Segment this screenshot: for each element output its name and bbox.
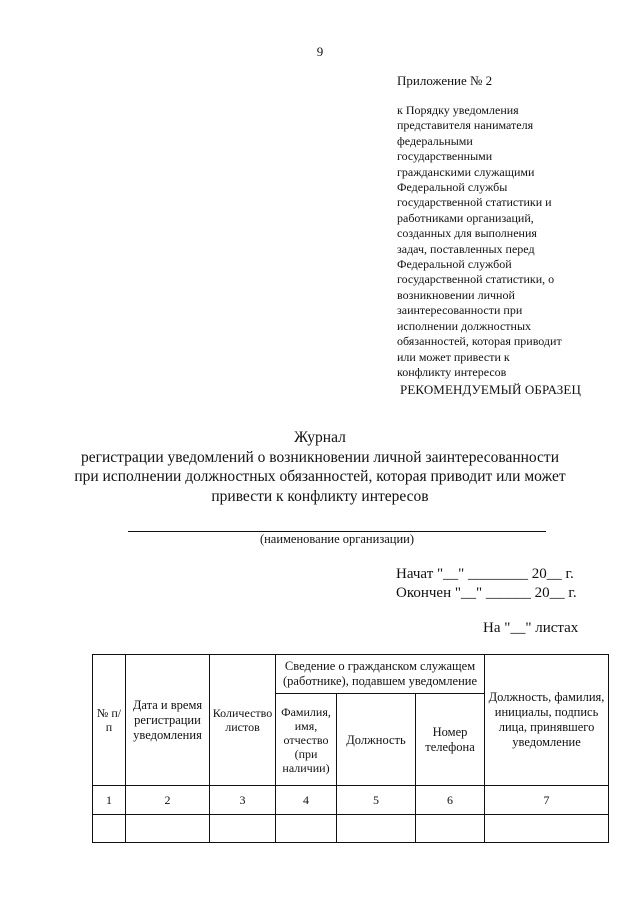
appendix-line: гражданскими служащими: [397, 164, 535, 179]
table-row: [93, 815, 609, 843]
appendix-line: конфликту интересов: [397, 364, 507, 379]
column-number: 6: [416, 786, 485, 815]
header-sheets: Количество листов: [210, 655, 276, 786]
date-started: Начат "__" ________ 20__ г.: [396, 566, 574, 582]
journal-title: [0, 428, 640, 506]
page-number: 9: [316, 44, 324, 59]
column-number: 3: [210, 786, 276, 815]
sample-label: РЕКОМЕНДУЕМЫЙ ОБРАЗЕЦ: [400, 382, 581, 397]
appendix-line: задач, поставленных перед: [397, 241, 535, 256]
header-employee-group: Сведение о гражданском служащем (работнике), подавшем уведомление: [276, 655, 485, 694]
column-number: 1: [93, 786, 126, 815]
appendix-line: обязанностей, которая приводит: [397, 334, 562, 349]
appendix-line: или может привести к: [397, 349, 510, 364]
journal-title-line: привести к конфликту интересов: [211, 487, 429, 505]
appendix-line: федеральными: [397, 133, 473, 148]
appendix-reference: [397, 103, 627, 380]
appendix-line: государственными: [397, 149, 493, 164]
appendix-line: государственной статистики и: [397, 195, 552, 210]
appendix-line: работниками организаций,: [397, 210, 534, 225]
journal-title-line: регистрации уведомлений о возникновении личной заинтересованности: [80, 448, 560, 466]
header-number: № п/п: [93, 655, 126, 786]
header-position: Должность: [337, 694, 416, 786]
journal-heading: Журнал: [294, 429, 346, 446]
column-number: 2: [126, 786, 210, 815]
journal-table: [92, 654, 609, 843]
column-number: 7: [485, 786, 609, 815]
table-cell: [93, 815, 126, 843]
journal-title-line: при исполнении должностных обязанностей, которая приводит или может: [74, 468, 566, 485]
appendix-line: исполнении должностных: [397, 318, 532, 333]
table-cell: [276, 815, 337, 843]
appendix-line: государственной статистики, о: [397, 272, 555, 287]
header-receiver: Должность, фамилия, инициалы, подпись лица, принявшего уведомление: [485, 655, 609, 786]
appendix-title: Приложение № 2: [397, 73, 493, 88]
appendix-line: заинтересованности при: [397, 303, 523, 318]
header-phone: Номер телефона: [416, 694, 485, 786]
header-date: Дата и время регистрации уведомления: [126, 655, 210, 786]
appendix-line: созданных для выполнения: [397, 226, 537, 241]
appendix-line: Федеральной службы: [397, 180, 508, 195]
table-cell: [337, 815, 416, 843]
table-cell: [416, 815, 485, 843]
table-cell: [126, 815, 210, 843]
appendix-line: представителя нанимателя: [397, 118, 534, 133]
organization-caption: (наименование организации): [259, 532, 415, 546]
column-number: 4: [276, 786, 337, 815]
sheets-count: На "__" листах: [483, 620, 579, 636]
header-fio: Фамилия, имя, отчество (при наличии): [276, 694, 337, 786]
column-number: 5: [337, 786, 416, 815]
table-header-row: [93, 655, 609, 694]
appendix-line: к Порядку уведомления: [397, 103, 519, 117]
date-ended: Окончен "__" ______ 20__ г.: [396, 585, 577, 601]
table-cell: [485, 815, 609, 843]
table-column-numbers: [93, 786, 609, 815]
appendix-line: возникновении личной: [397, 287, 515, 302]
table-cell: [210, 815, 276, 843]
journal-dates: [396, 565, 577, 603]
appendix-line: Федеральной службой: [397, 257, 512, 272]
